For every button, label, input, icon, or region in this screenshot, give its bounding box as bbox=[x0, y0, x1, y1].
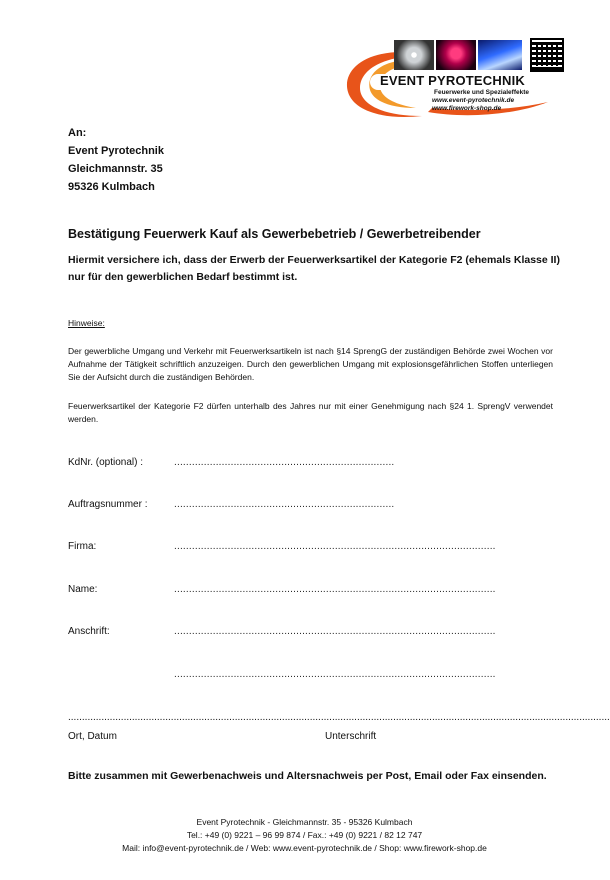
place-date-label: Ort, Datum bbox=[68, 731, 117, 742]
customer-number-label: KdNr. (optional) : bbox=[68, 457, 144, 468]
hints-paragraph: Feuerwerksartikel der Kategorie F2 dürfen unterhalb des Jahres nur mit einer Genehmigung nach §24 1. SprengV verwendet werden. bbox=[68, 401, 553, 424]
signature-line[interactable]: ................................................................................................................................................................................................... bbox=[68, 712, 610, 723]
declaration-text: Hiermit versichere ich, dass der Erwerb der Feuerwerksartikel der Kategorie F2 (ehemals Klasse II) nur für den gewerblichen Bedarf bestimmt ist. bbox=[68, 254, 560, 283]
brand-subtitle: Feuerwerke und Spezialeffekte bbox=[434, 89, 530, 96]
company-logo bbox=[342, 38, 572, 120]
footer-phone: Tel.: +49 (0) 9221 – 96 99 874 / Fax.: +49 (0) 9221 / 82 12 747 bbox=[186, 830, 423, 840]
company-field[interactable]: ............................................................................................................ bbox=[174, 541, 496, 552]
address-field-line2[interactable]: ............................................................................................................ bbox=[174, 669, 496, 680]
recipient-city: 95326 Kulmbach bbox=[68, 181, 155, 193]
company-label: Firma: bbox=[68, 541, 97, 552]
recipient-label: An: bbox=[68, 127, 87, 139]
document-title: Bestätigung Feuerwerk Kauf als Gewerbebetrieb / Gewerbetreibender bbox=[68, 227, 481, 241]
customer-number-field[interactable]: .......................................................................... bbox=[174, 457, 395, 468]
name-label: Name: bbox=[68, 584, 98, 595]
hints-paragraph: Der gewerbliche Umgang und Verkehr mit Feuerwerksartikeln ist nach §14 SprengG der zuständigen Behörde zwei Wochen vor Aufnahme der Tätigkeit schriftlich anzuzeigen. Durch den gewerblichen Umgang mit explosionsgefährlichen Stoffen unterliegen Sie der Aufsicht durch die zuständigen Behörden. bbox=[68, 346, 553, 382]
footer-address: Event Pyrotechnik - Gleichmannstr. 35 - 95326 Kulmbach bbox=[196, 817, 413, 827]
name-field[interactable]: ............................................................................................................ bbox=[174, 584, 496, 595]
brand-url: www.firework-shop.de bbox=[432, 105, 502, 112]
footer-contact: Mail: info@event-pyrotechnik.de / Web: www.event-pyrotechnik.de / Shop: www.firework-shop.de bbox=[122, 843, 487, 853]
firework-photo bbox=[394, 40, 434, 70]
signature-label: Unterschrift bbox=[325, 731, 377, 742]
address-field-line1[interactable]: ............................................................................................................ bbox=[174, 626, 496, 637]
order-number-label: Auftragsnummer : bbox=[68, 499, 148, 510]
brand-url: www.event-pyrotechnik.de bbox=[432, 97, 515, 104]
brand-name: EVENT PYROTECHNIK bbox=[380, 73, 525, 88]
address-label: Anschrift: bbox=[68, 626, 110, 637]
laser-show-photo bbox=[478, 40, 522, 70]
order-number-field[interactable]: .......................................................................... bbox=[174, 499, 395, 510]
recipient-name: Event Pyrotechnik bbox=[68, 145, 164, 157]
submission-instruction: Bitte zusammen mit Gewerbenachweis und Altersnachweis per Post, Email oder Fax einsenden. bbox=[68, 770, 547, 782]
firework-photo bbox=[436, 40, 476, 70]
recipient-street: Gleichmannstr. 35 bbox=[68, 163, 163, 175]
hints-heading: Hinweise: bbox=[68, 318, 105, 328]
qr-code-icon bbox=[530, 38, 564, 72]
